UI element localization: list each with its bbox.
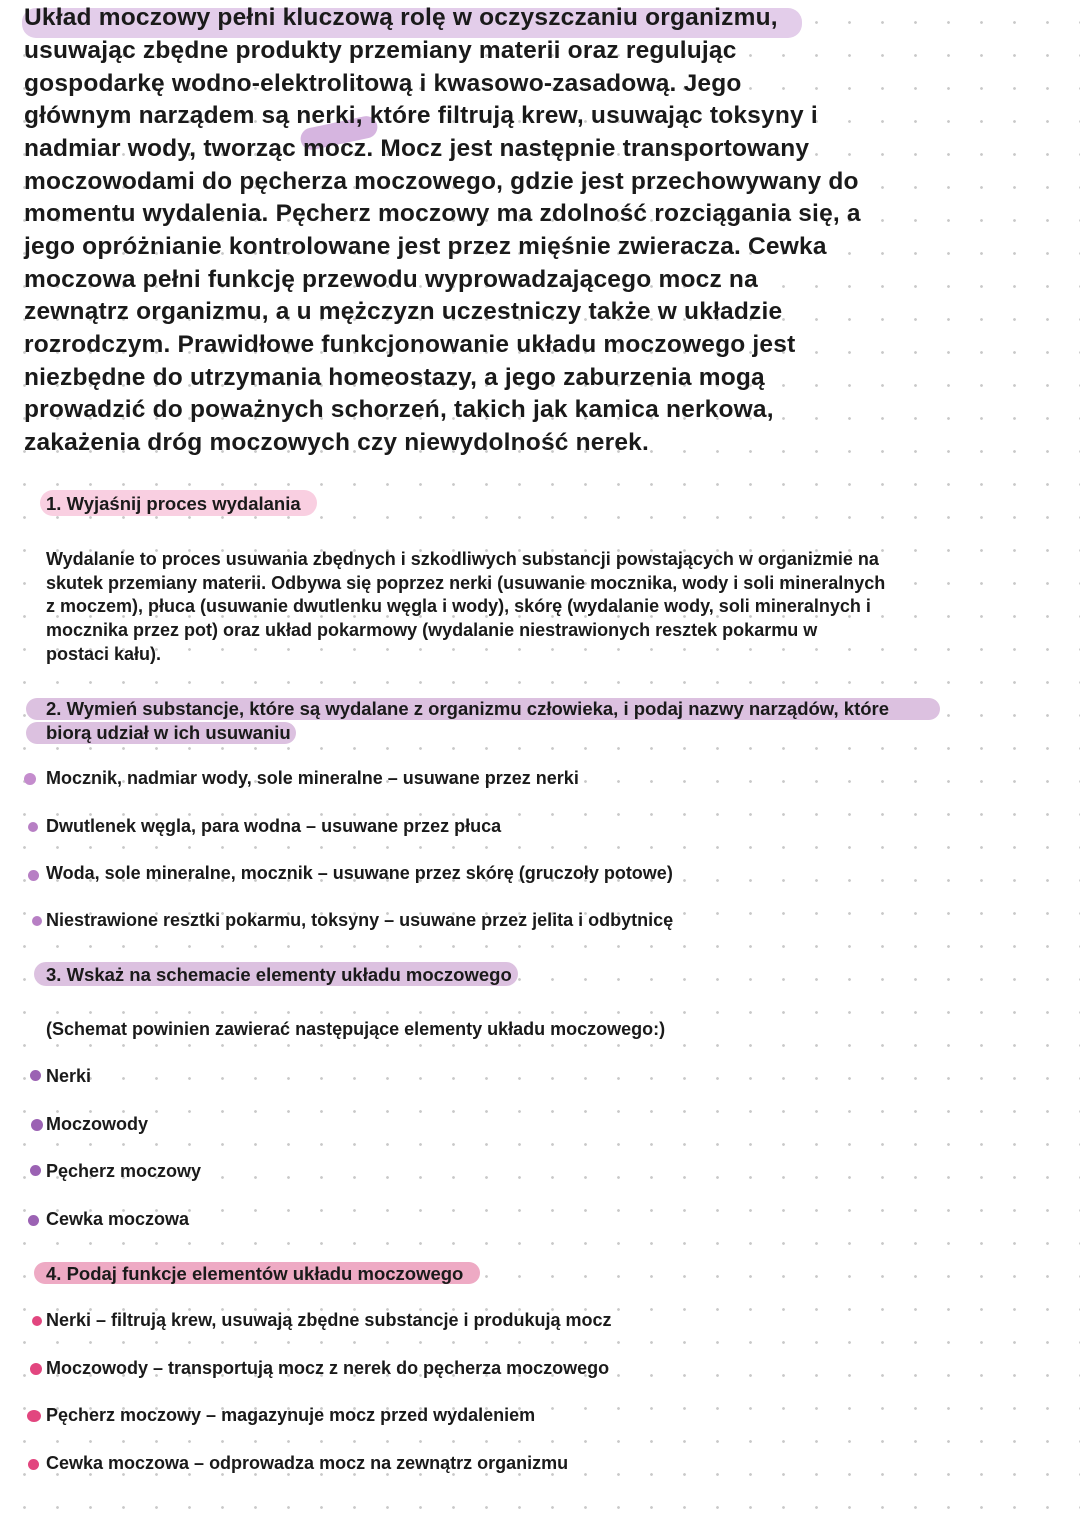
intro-line: gospodarkę wodno-elektrolitową i kwasowo-zasadową. Jego	[24, 70, 742, 97]
list-item: Nerki – filtrują krew, usuwają zbędne substancje i produkują mocz	[46, 1310, 612, 1330]
answer-line: postaci kału).	[46, 644, 162, 664]
bullet-icon	[30, 1070, 41, 1081]
list-item: Niestrawione resztki pokarmu, toksyny – usuwane przez jelita i odbytnicę	[46, 910, 674, 930]
list-item: Cewka moczowa – odprowadza mocz na zewnątrz organizmu	[46, 1453, 569, 1473]
bullet-icon	[28, 822, 38, 832]
q2-heading: biorą udział w ich usuwaniu	[46, 722, 291, 743]
bullet-icon	[32, 916, 42, 926]
intro-line: niezbędne do utrzymania homeostazy, a jego zaburzenia mogą	[24, 364, 765, 391]
intro-line: prowadzić do poważnych schorzeń, takich jak kamica nerkowa,	[24, 396, 774, 423]
list-item: Pęcherz moczowy – magazynuje mocz przed wydaleniem	[46, 1405, 536, 1425]
list-item: Mocznik, nadmiar wody, sole mineralne – usuwane przez nerki	[46, 768, 579, 788]
bullet-icon	[24, 773, 36, 785]
answer-line: z moczem), płuca (usuwanie dwutlenku węgla i wody), skórę (wydalanie wody, soli mineralnych i	[46, 596, 871, 616]
list-item: Moczowody – transportują mocz z nerek do pęcherza moczowego	[46, 1358, 610, 1378]
bullet-icon	[31, 1119, 43, 1131]
q1-heading: 1. Wyjaśnij proces wydalania	[46, 493, 301, 514]
intro-line: nadmiar wody, tworząc mocz. Mocz jest następnie transportowany	[24, 135, 810, 162]
intro-line: jego opróżnianie kontrolowane jest przez mięśnie zwieracza. Cewka	[24, 233, 827, 260]
intro-line: moczowa pełni funkcję przewodu wyprowadzającego mocz na	[24, 266, 758, 293]
q3-heading: 3. Wskaż na schemacie elementy układu moczowego	[46, 964, 512, 985]
bullet-icon	[28, 1459, 39, 1470]
intro-line: usuwając zbędne produkty przemiany materii oraz regulując	[24, 37, 737, 64]
intro-line: zewnątrz organizmu, a u mężczyzn uczestniczy także w układzie	[24, 298, 783, 325]
bullet-icon	[28, 870, 39, 881]
answer-line: skutek przemiany materii. Odbywa się poprzez nerki (usuwanie mocznika, wody i soli mineralnych	[46, 573, 886, 593]
intro-line: rozrodczym. Prawidłowe funkcjonowanie układu moczowego jest	[24, 331, 796, 358]
list-item: Cewka moczowa	[46, 1209, 190, 1229]
bullet-icon	[28, 1215, 39, 1226]
bullet-icon	[32, 1316, 42, 1326]
bullet-icon	[27, 1410, 41, 1422]
list-item: Moczowody	[46, 1114, 148, 1134]
list-item: Pęcherz moczowy	[46, 1161, 202, 1181]
q3-note: (Schemat powinien zawierać następujące elementy układu moczowego:)	[46, 1019, 666, 1039]
list-item: Nerki	[46, 1066, 92, 1086]
answer-line: mocznika przez pot) oraz układ pokarmowy (wydalanie niestrawionych resztek pokarmu w	[46, 620, 818, 640]
intro-line: moczowodami do pęcherza moczowego, gdzie jest przechowywany do	[24, 168, 859, 195]
intro-line: momentu wydalenia. Pęcherz moczowy ma zdolność rozciągania się, a	[24, 200, 861, 227]
answer-line: Wydalanie to proces usuwania zbędnych i szkodliwych substancji powstających w organizmie na	[46, 549, 879, 569]
q4-heading: 4. Podaj funkcje elementów układu moczowego	[46, 1263, 464, 1284]
bullet-icon	[30, 1165, 41, 1176]
list-item: Woda, sole mineralne, mocznik – usuwane przez skórę (gruczoły potowe)	[46, 863, 673, 883]
bullet-icon	[30, 1363, 42, 1375]
list-item: Dwutlenek węgla, para wodna – usuwane przez płuca	[46, 816, 502, 836]
intro-line: Układ moczowy pełni kluczową rolę w oczyszczaniu organizmu,	[24, 4, 778, 31]
intro-line: głównym narządem są nerki, które filtrują krew, usuwając toksyny i	[24, 102, 818, 129]
intro-line: zakażenia dróg moczowych czy niewydolność nerek.	[24, 429, 650, 456]
q2-heading: 2. Wymień substancje, które są wydalane z organizmu człowieka, i podaj nazwy narządów, które	[46, 698, 890, 719]
